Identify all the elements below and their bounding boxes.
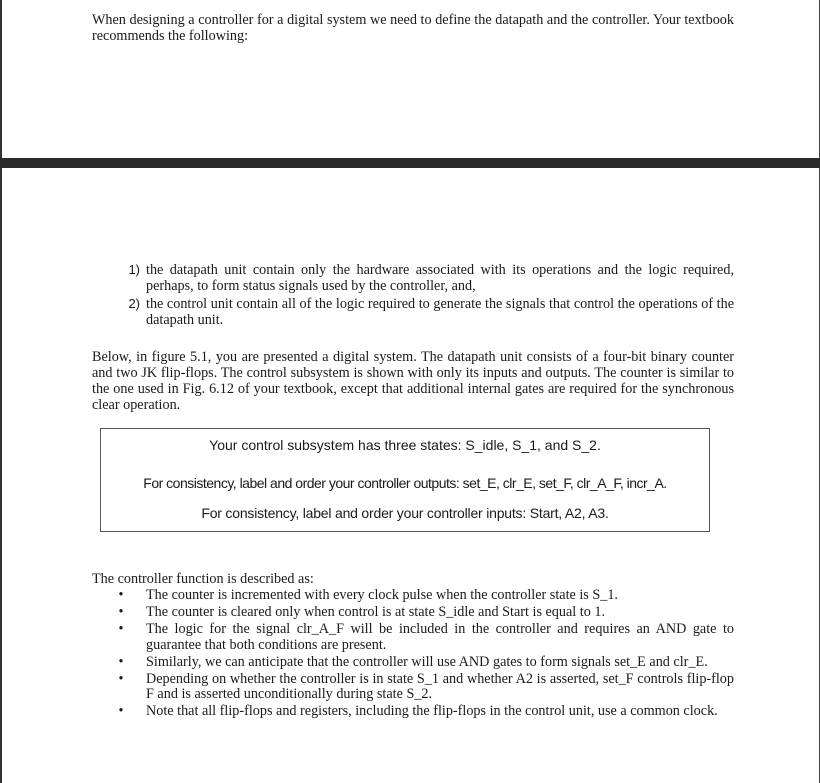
list-item: [92, 605, 734, 621]
item-text: the datapath unit contain only the hardware associated with its operations and the logic required, perhaps, to form status signals used by the controller, and,: [146, 262, 734, 294]
bullet-text: The logic for the signal clr_A_F will be included in the controller and requires an AND gate to guarantee that both conditions are present.: [146, 621, 734, 653]
outputs-line: For consistency, label and order your controller outputs: set_E, clr_E, set_F, clr_A_F, incr_A.: [143, 475, 667, 491]
item-number: 1): [128, 262, 140, 277]
function-heading: The controller function is described as:: [92, 571, 314, 587]
list-item: [92, 588, 734, 604]
list-item: [92, 655, 734, 671]
bullet-icon: •: [118, 653, 124, 670]
requirements-list: [92, 262, 734, 330]
requirements-box: [100, 428, 710, 532]
bullet-text: The counter is cleared only when control is at state S_idle and Start is equal to 1.: [146, 604, 606, 620]
list-item: [92, 262, 734, 294]
bullet-icon: •: [118, 670, 124, 687]
states-line: Your control subsystem has three states: S_idle, S_1, and S_2.: [209, 437, 601, 453]
description-paragraph: Below, in figure 5.1, you are presented a digital system. The datapath unit consists of a four-bit binary counter and two JK flip-flops. The control subsystem is shown with only its inputs and outputs. The counter is similar to the one used in Fig. 6.12 of your textbook, except that additional internal gates are required for the synchronous clear operation.: [92, 349, 734, 413]
section-divider: [0, 158, 820, 168]
item-number: 2): [128, 296, 140, 311]
bullet-icon: •: [118, 703, 124, 719]
bullet-text: Depending on whether the controller is in state S_1 and whether A2 is asserted, set_F controls flip-flop F and is asserted unconditionally during state S_2.: [146, 670, 734, 702]
list-item: [92, 704, 734, 720]
bullet-text: Similarly, we can anticipate that the controller will use AND gates to form signals set_E and clr_E.: [146, 653, 708, 670]
bullet-icon: •: [118, 587, 124, 603]
item-text: the control unit contain all of the logic required to generate the signals that control the operations of the datapath unit.: [146, 296, 734, 328]
bullet-text: Note that all flip-flops and registers, including the flip-flops in the control unit, use a common clock.: [146, 703, 718, 719]
bullet-icon: •: [118, 604, 124, 620]
inputs-line: For consistency, label and order your controller inputs: Start, A2, A3.: [201, 505, 609, 521]
function-bullet-list: [92, 588, 734, 721]
list-item: [92, 672, 734, 703]
bullet-icon: •: [118, 621, 124, 637]
top-panel: [0, 0, 820, 158]
list-item: [92, 622, 734, 653]
list-item: [92, 296, 734, 328]
bullet-text: The counter is incremented with every clock pulse when the controller state is S_1.: [146, 587, 618, 603]
intro-paragraph: When designing a controller for a digital system we need to define the datapath and the controller. Your textbook recommends the following:: [92, 12, 734, 44]
